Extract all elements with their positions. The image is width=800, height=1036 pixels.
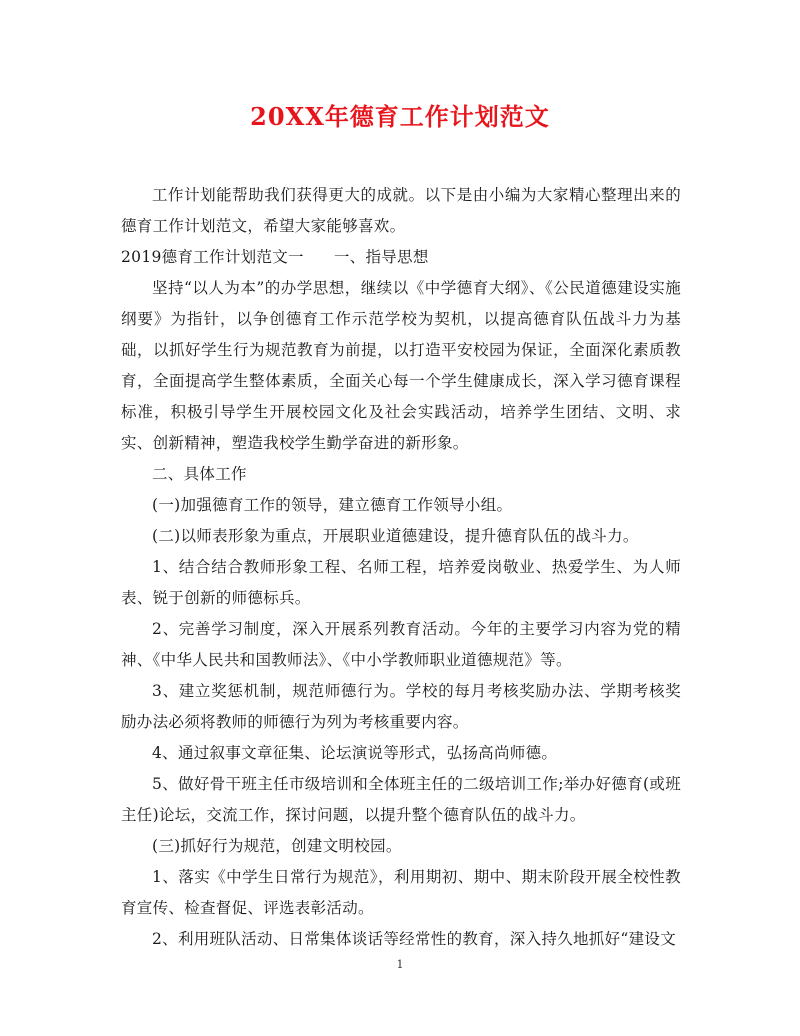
paragraph-item: 1、落实《中学生日常行为规范》，利用期初、期中、期末阶段开展全校性教育宣传、检查督促、评选表彰活动。 — [121, 868, 681, 917]
paragraph-specific-work: 二、具体工作 — [152, 465, 247, 483]
paragraph-item: 2、利用班队活动、日常集体谈话等经常性的教育，深入持久地抓好“建设文 — [152, 930, 676, 948]
paragraph-item: 5、做好骨干班主任市级培训和全体班主任的二级培训工作;举办好德育(或班主任)论坛，交流工作，探讨问题，以提升整个德育队伍的战斗力。 — [121, 775, 681, 824]
document-title: 20XX年德育工作计划范文 — [250, 102, 550, 131]
paragraph-item: (三)抓好行为规范，创建文明校园。 — [152, 837, 402, 855]
section-heading-label: 2019德育工作计划范文一 — [121, 248, 304, 266]
paragraph-item: (一)加强德育工作的领导，建立德育工作领导小组。 — [152, 496, 513, 514]
paragraph-item: 4、通过叙事文章征集、论坛演说等形式，弘扬高尚师德。 — [152, 744, 558, 762]
paragraph-item: 2、完善学习制度，深入开展系列教育活动。今年的主要学习内容为党的精神、《中华人民共和国教师法》、《中小学教师职业道德规范》等。 — [121, 620, 681, 669]
paragraph-item: 1、结合结合教师形象工程、名师工程，培养爱岗敬业、热爱学生、为人师表、锐于创新的师德标兵。 — [121, 558, 681, 607]
page-number: 1 — [396, 958, 404, 971]
document-body — [121, 180, 681, 955]
paragraph-guiding-thought: 坚持“以人为本”的办学思想，继续以《中学德育大纲》、《公民道德建设实施纲要》为指针，以争创德育工作示范学校为契机，以提高德育队伍战斗力为基础，以抓好学生行为规范教育为前提，以打造平安校园为保证，全面深化素质教育，全面提高学生整体素质，全面关心每一个学生健康成长，深入学习德育课程标准，积极引导学生开展校园文化及社会实践活动，培养学生团结、文明、求实、创新精神，塑造我校学生勤学奋进的新形象。 — [121, 279, 681, 452]
paragraph-item: 3、建立奖惩机制，规范师德行为。学校的每月考核奖励办法、学期考核奖励办法必须将教师的师德行为列为考核重要内容。 — [121, 682, 681, 731]
paragraph-item: (二)以师表形象为重点，开展职业道德建设，提升德育队伍的战斗力。 — [152, 527, 639, 545]
section-heading-sub: 一、指导思想 — [333, 248, 429, 266]
paragraph-intro: 工作计划能帮助我们获得更大的成就。以下是由小编为大家精心整理出来的德育工作计划范文，希望大家能够喜欢。 — [121, 186, 681, 235]
section-heading — [121, 242, 681, 273]
